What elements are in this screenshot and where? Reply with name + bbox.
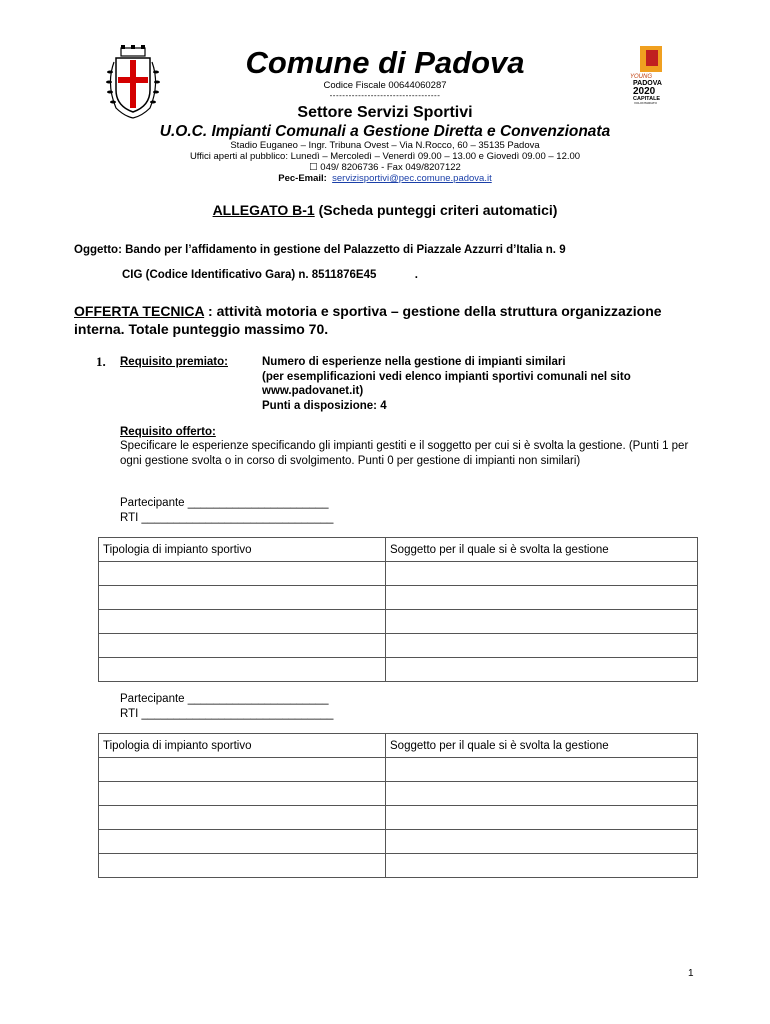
table-row <box>99 854 698 878</box>
phone-fax-line: ☐ 049/ 8206736 - Fax 049/8207122 <box>309 162 461 173</box>
esperienze-table-2 <box>98 733 698 878</box>
oggetto-line: Oggetto: Bando per l’affidamento in gestione del Palazzetto di Piazzale Azzurri d’Italia n. 9 <box>74 244 566 256</box>
table-row <box>99 634 698 658</box>
cig-line: CIG (Codice Identificativo Gara) n. 8511876E45 . <box>122 269 418 281</box>
table-cell[interactable] <box>99 586 386 610</box>
table-row <box>99 830 698 854</box>
table-header-soggetto: Soggetto per il quale si è svolta la gestione <box>386 734 698 758</box>
table-header-row <box>99 538 698 562</box>
table-header-tipologia: Tipologia di impianto sportivo <box>99 734 386 758</box>
offerta-heading <box>74 302 694 338</box>
uoc-heading: U.O.C. Impianti Comunali a Gestione Diretta e Convenzionata <box>159 123 611 140</box>
table-cell[interactable] <box>386 782 698 806</box>
codice-fiscale: Codice Fiscale 00644060287 <box>323 80 447 91</box>
offerta-description: : attività motoria e sportiva – gestione della struttura organizzazione interna. Totale punteggio massimo 70. <box>74 303 662 337</box>
table-header-tipologia: Tipologia di impianto sportivo <box>99 538 386 562</box>
settore-heading: Settore Servizi Sportivi <box>297 104 473 121</box>
address-line: Stadio Euganeo – Ingr. Tribuna Ovest – Via N.Rocco, 60 – 35135 Padova <box>230 140 540 151</box>
pec-label: Pec-Email: <box>278 173 327 184</box>
page-title: Comune di Padova <box>245 45 525 80</box>
table-cell[interactable] <box>99 782 386 806</box>
table-cell[interactable] <box>99 610 386 634</box>
office-hours-line: Uffici aperti al pubblico: Lunedì – Mercoledì – Venerdì 09.00 – 13.00 e Giovedì 09.00 – 12.00 <box>189 151 581 162</box>
table-cell[interactable] <box>386 758 698 782</box>
table-row <box>99 562 698 586</box>
requisito-number: 1. <box>96 354 106 369</box>
logo-volontariato-text: VOLONTARIATO <box>634 101 658 104</box>
table-row <box>99 758 698 782</box>
table-cell[interactable] <box>99 854 386 878</box>
partecipante-field-2[interactable]: Partecipante ______________________ <box>120 693 329 705</box>
logo-capitale-text: CAPITALE <box>633 96 661 102</box>
requisito-line-4: Punti a disposizione: 4 <box>262 399 387 412</box>
table-cell[interactable] <box>99 758 386 782</box>
table-row <box>99 586 698 610</box>
table-row <box>99 658 698 682</box>
allegato-heading <box>0 201 770 219</box>
table-cell[interactable] <box>386 562 698 586</box>
table-cell[interactable] <box>386 806 698 830</box>
table-cell[interactable] <box>386 610 698 634</box>
requisito-line-2: (per esemplificazioni vedi elenco impianti sportivi comunali nel sito <box>262 370 631 383</box>
table-cell[interactable] <box>386 658 698 682</box>
table-cell[interactable] <box>99 658 386 682</box>
table-cell[interactable] <box>99 562 386 586</box>
partecipante-field-1[interactable]: Partecipante ______________________ <box>120 497 329 509</box>
table-cell[interactable] <box>99 830 386 854</box>
table-header-row <box>99 734 698 758</box>
logo-young-text: YOUNG <box>630 74 653 80</box>
page-number: 1 <box>688 968 694 979</box>
table-row <box>99 806 698 830</box>
requisito-offerto-text: Specificare le esperienze specificando gli impianti gestiti e il soggetto per cui si è svolta la gestione. (Punti 1 per ogni gestione svolta o in corso di svolgimento. Punti 0 per gestione di impianti non similari) <box>120 440 689 467</box>
allegato-code: ALLEGATO B-1 <box>212 202 315 218</box>
logo-year-text: 2020 <box>633 86 656 97</box>
rti-field-2[interactable]: RTI ______________________________ <box>120 708 334 720</box>
requisito-offerto-label: Requisito offerto: <box>120 426 216 438</box>
requisito-description <box>262 355 702 413</box>
table-row <box>99 610 698 634</box>
pec-line <box>0 173 770 185</box>
table-cell[interactable] <box>386 854 698 878</box>
table-cell[interactable] <box>99 634 386 658</box>
table-cell[interactable] <box>386 586 698 610</box>
requisito-premiato-label: Requisito premiato: <box>120 356 228 368</box>
offerta-label: OFFERTA TECNICA <box>74 303 205 319</box>
table-cell[interactable] <box>99 806 386 830</box>
requisito-line-3: www.padovanet.it) <box>262 385 364 397</box>
table-cell[interactable] <box>386 634 698 658</box>
esperienze-table-1 <box>98 537 698 682</box>
rti-field-1[interactable]: RTI ______________________________ <box>120 512 334 524</box>
logo-city-text: PADOVA <box>633 80 662 87</box>
header-separator: ----------------------------------- <box>329 91 441 100</box>
allegato-subtitle: (Scheda punteggi criteri automatici) <box>314 202 558 218</box>
table-cell[interactable] <box>386 830 698 854</box>
requisito-line-1: Numero di esperienze nella gestione di impianti similari <box>262 356 566 368</box>
pec-email-link[interactable]: servizisportivi@pec.comune.padova.it <box>332 173 492 184</box>
table-header-soggetto: Soggetto per il quale si è svolta la gestione <box>386 538 698 562</box>
table-row <box>99 782 698 806</box>
